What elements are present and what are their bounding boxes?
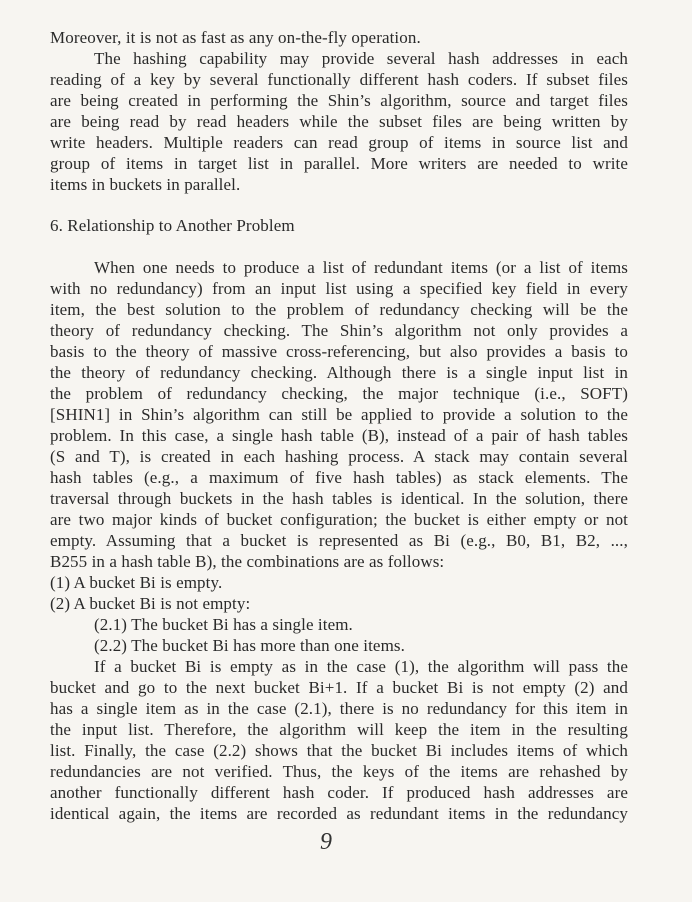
- body-line: identical again, the items are recorded as redundant items in the redundancy: [50, 804, 628, 823]
- body-line: B255 in a hash table B), the combinations are as follows:: [50, 552, 445, 571]
- body-line: item, the best solution to the problem of redundancy checking will be the: [50, 300, 628, 319]
- body-line: If a bucket Bi is empty as in the case (1), the algorithm will pass the: [94, 657, 628, 676]
- body-line: the input list. Therefore, the algorithm will keep the item in the resulting: [50, 720, 628, 739]
- list-item: (1) A bucket Bi is empty.: [50, 573, 223, 592]
- body-line: (S and T), is created in each hashing process. A stack may contain several: [50, 447, 628, 466]
- body-line: the theory of redundancy checking. Although there is a single input list in: [50, 363, 628, 382]
- body-line: [SHIN1] in Shin’s algorithm can still be applied to provide a solution to the: [50, 405, 628, 424]
- section-heading: 6. Relationship to Another Problem: [50, 216, 295, 235]
- body-line: bucket and go to the next bucket Bi+1. If a bucket Bi is not empty (2) and: [50, 678, 628, 697]
- body-line: The hashing capability may provide several hash addresses in each: [94, 49, 628, 68]
- body-line: When one needs to produce a list of redundant items (or a list of items: [94, 258, 628, 277]
- body-line: group of items in target list in parallel. More writers are needed to write: [50, 154, 628, 173]
- page-number: 9: [320, 829, 332, 855]
- body-line: Moreover, it is not as fast as any on-the-fly operation.: [50, 28, 421, 47]
- body-line: another functionally different hash coder. If produced hash addresses are: [50, 783, 628, 802]
- body-line: hash tables (e.g., a maximum of five hash tables) as stack elements. The: [50, 468, 628, 487]
- body-line: empty. Assuming that a bucket is represented as Bi (e.g., B0, B1, B2, ...,: [50, 531, 628, 550]
- body-line: the problem of redundancy checking, the major technique (i.e., SOFT): [50, 384, 628, 403]
- body-line: has a single item as in the case (2.1), there is no redundancy for this item in: [50, 699, 628, 718]
- sub-list-item: (2.2) The bucket Bi has more than one items.: [94, 636, 405, 655]
- body-line: traversal through buckets in the hash tables is identical. In the solution, there: [50, 489, 628, 508]
- body-line: basis to the theory of massive cross-referencing, but also provides a basis to: [50, 342, 628, 361]
- body-line: items in buckets in parallel.: [50, 175, 241, 194]
- body-line: are being created in performing the Shin’s algorithm, source and target files: [50, 91, 628, 110]
- body-line: list. Finally, the case (2.2) shows that the bucket Bi includes items of which: [50, 741, 628, 760]
- list-item: (2) A bucket Bi is not empty:: [50, 594, 251, 613]
- body-line: are being read by read headers while the subset files are being written by: [50, 112, 628, 131]
- body-line: problem. In this case, a single hash table (B), instead of a pair of hash tables: [50, 426, 628, 445]
- sub-list-item: (2.1) The bucket Bi has a single item.: [94, 615, 353, 634]
- body-line: with no redundancy) from an input list using a specified key field in every: [50, 279, 628, 298]
- body-line: are two major kinds of bucket configuration; the bucket is either empty or not: [50, 510, 628, 529]
- body-line: redundancies are not verified. Thus, the keys of the items are rehashed by: [50, 762, 628, 781]
- body-line: write headers. Multiple readers can read group of items in source list and: [50, 133, 628, 152]
- body-line: theory of redundancy checking. The Shin’s algorithm not only provides a: [50, 321, 628, 340]
- body-line: reading of a key by several functionally different hash coders. If subset files: [50, 70, 628, 89]
